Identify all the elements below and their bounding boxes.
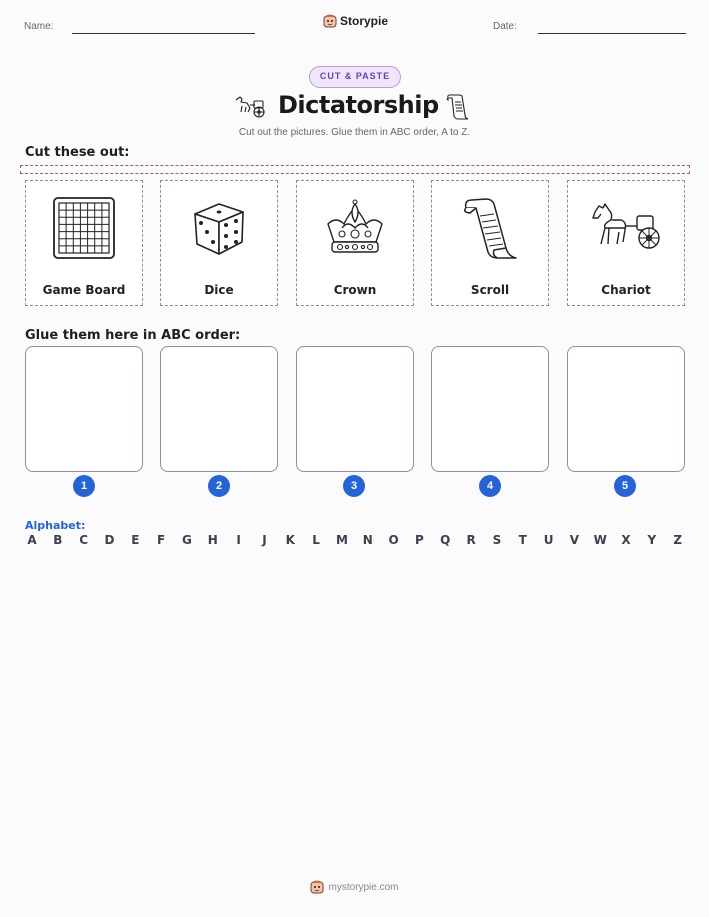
date-label: Date:	[493, 21, 517, 32]
alphabet-letter: D	[104, 533, 115, 547]
alphabet-row	[25, 533, 685, 547]
order-number-2: 2	[208, 475, 230, 497]
scroll-icon	[458, 194, 522, 262]
alphabet-letter: B	[53, 533, 63, 547]
cut-card-chariot[interactable]	[567, 180, 685, 306]
game-board-icon	[52, 196, 116, 260]
card-label: Dice	[204, 283, 234, 297]
alphabet-letter: X	[621, 533, 631, 547]
cut-section-heading: Cut these out:	[25, 145, 130, 160]
storypie-logo-icon	[323, 14, 337, 28]
alphabet-letter: U	[543, 533, 554, 547]
alphabet-letter: S	[492, 533, 502, 547]
storypie-logo-icon	[310, 880, 324, 894]
alphabet-letter: I	[236, 533, 241, 547]
card-label: Scroll	[470, 283, 510, 297]
cut-card-scroll[interactable]	[431, 180, 549, 306]
name-label: Name:	[24, 21, 54, 32]
alphabet-letter: K	[285, 533, 295, 547]
scroll-icon	[444, 92, 472, 126]
alphabet-letter: M	[335, 533, 348, 547]
brand-name: Storypie	[340, 14, 389, 28]
alphabet-letter: P	[415, 533, 424, 547]
name-field[interactable]	[72, 33, 255, 34]
glue-box-1[interactable]	[25, 346, 143, 472]
cut-line	[20, 165, 690, 174]
crown-icon	[322, 198, 388, 258]
alphabet-label: Alphabet:	[25, 519, 86, 532]
card-label: Chariot	[601, 283, 651, 297]
alphabet-letter: W	[593, 533, 607, 547]
glue-section-heading: Glue them here in ABC order:	[25, 328, 241, 343]
alphabet-letter: H	[207, 533, 218, 547]
alphabet-letter: T	[518, 533, 527, 547]
chariot-icon	[233, 94, 267, 124]
footer	[0, 880, 709, 894]
page-title: Dictatorship	[278, 91, 439, 119]
alphabet-letter: L	[312, 533, 320, 547]
order-number-1: 1	[73, 475, 95, 497]
glue-box-5[interactable]	[567, 346, 685, 472]
cut-card-game-board[interactable]	[25, 180, 143, 306]
card-label: Crown	[333, 283, 377, 297]
brand-logo	[323, 14, 388, 28]
order-number-4: 4	[479, 475, 501, 497]
date-field[interactable]	[538, 33, 686, 34]
alphabet-letter: C	[79, 533, 89, 547]
alphabet-letter: E	[131, 533, 140, 547]
instructions: Cut out the pictures. Glue them in ABC order, A to Z.	[238, 127, 471, 138]
alphabet-letter: G	[182, 533, 192, 547]
glue-box-4[interactable]	[431, 346, 549, 472]
alphabet-letter: A	[27, 533, 37, 547]
chariot-icon	[589, 198, 663, 258]
alphabet-letter: N	[362, 533, 373, 547]
glue-box-2[interactable]	[160, 346, 278, 472]
alphabet-letter: O	[388, 533, 399, 547]
glue-box-3[interactable]	[296, 346, 414, 472]
activity-badge: CUT & PASTE	[309, 66, 401, 88]
alphabet-letter: Y	[647, 533, 657, 547]
alphabet-letter: J	[262, 533, 267, 547]
order-number-3: 3	[343, 475, 365, 497]
alphabet-letter: Q	[440, 533, 451, 547]
alphabet-letter: V	[569, 533, 580, 547]
worksheet-header	[0, 0, 709, 40]
footer-site-link[interactable]: mystorypie.com	[328, 881, 399, 893]
alphabet-letter: F	[157, 533, 166, 547]
cut-card-dice[interactable]	[160, 180, 278, 306]
cut-card-crown[interactable]	[296, 180, 414, 306]
card-label: Game Board	[42, 283, 126, 297]
alphabet-letter: R	[466, 533, 476, 547]
order-number-5: 5	[614, 475, 636, 497]
alphabet-letter: Z	[673, 533, 683, 547]
dice-icon	[187, 196, 251, 260]
